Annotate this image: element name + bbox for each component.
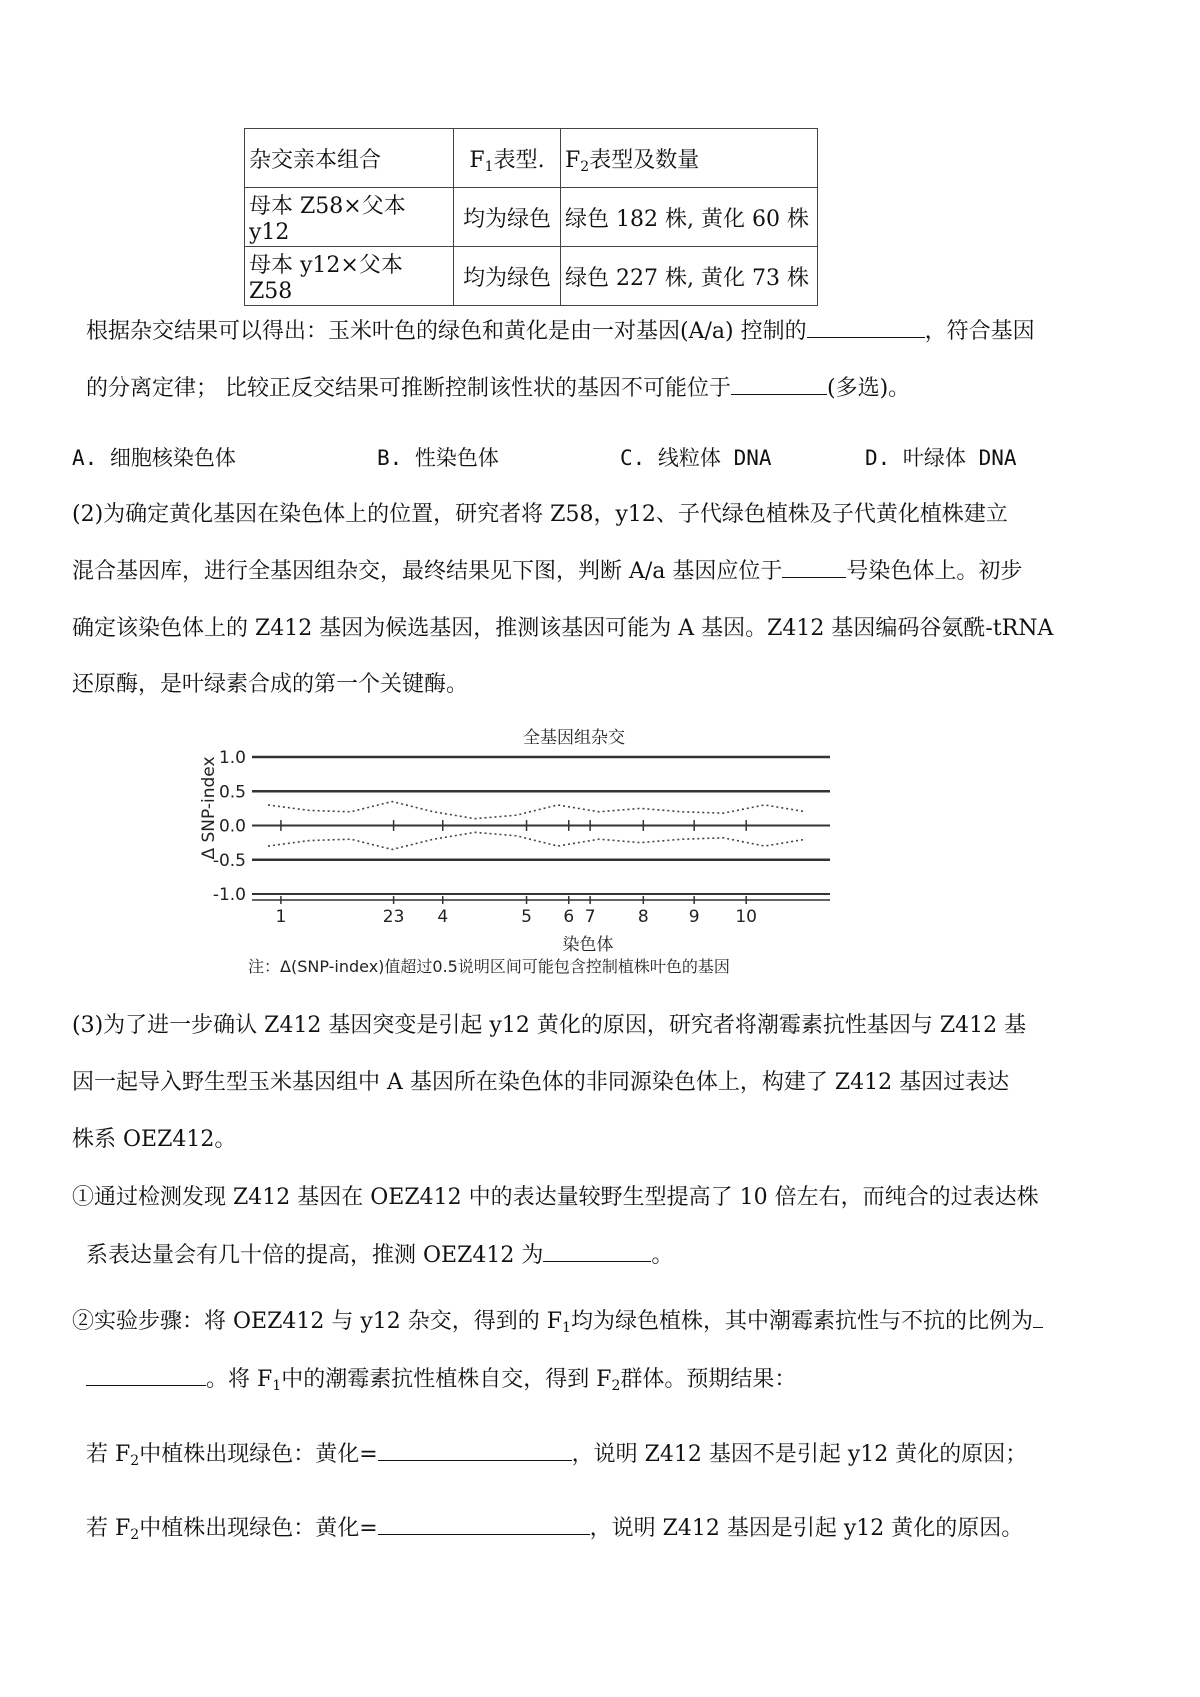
- q2-line2: 混合基因库，进行全基因组杂交，最终结果见下图，判断 A/a 基因应位于 号染色体上。初步: [72, 559, 1023, 584]
- option-c[interactable]: C. 线粒体 DNA: [620, 446, 772, 470]
- header-f2: $F_2$表型及数量: [561, 129, 818, 188]
- upper-snp-trace: [268, 802, 806, 819]
- answer-blank[interactable]: [782, 559, 846, 578]
- cell-f1: 均为绿色: [454, 188, 561, 247]
- y-axis-label: Δ SNP-index: [199, 756, 219, 860]
- lower-snp-trace: [268, 832, 806, 849]
- y-tick-label: 0.0: [218, 816, 246, 837]
- q3-s1-line1: ①通过检测发现 Z412 基因在 OEZ412 中的表达量较野生型提高了 10 倍左右，而纯合的过表达株: [72, 1185, 1039, 1210]
- q2-line4: 还原酶，是叶绿素合成的第一个关键酶。: [72, 672, 469, 697]
- header-f1: $F_1$表型.: [454, 129, 561, 188]
- q1-line2: 的分离定律； 比较正反交结果可推断控制该性状的基因不可能位于 (多选)。: [86, 376, 911, 401]
- x-tick-label: 1: [275, 907, 287, 927]
- y-tick-label: 1.0: [218, 748, 246, 768]
- snp-index-chart: [190, 720, 910, 985]
- cell-f1: 均为绿色: [454, 247, 561, 306]
- chart-title: 全基因组杂交: [523, 728, 625, 748]
- answer-blank[interactable]: [378, 1442, 572, 1461]
- x-tick-label: 5: [521, 907, 532, 927]
- cross-table: [244, 128, 818, 306]
- header-cross: 杂交亲本组合: [245, 129, 454, 188]
- x-tick-label: 23: [382, 907, 405, 927]
- cell-f2: 绿色 182 株, 黄化 60 株: [561, 188, 818, 247]
- table-row: [245, 188, 818, 247]
- x-tick-label: 4: [437, 907, 449, 927]
- q3-s2-line1: ②实验步骤：将 OEZ412 与 y12 杂交，得到的 $F_1$均为绿色植株，其中潮霉素抗性与不抗的比例为: [72, 1304, 1043, 1335]
- x-tick-label: 9: [688, 907, 700, 927]
- q3-result-2: 若 $F_2$中植株出现绿色：黄化= ，说明 Z412 基因是引起 y12 黄化的原因。: [86, 1516, 1024, 1543]
- y-tick-label: -0.5: [212, 850, 246, 871]
- q3-line1: (3)为了进一步确认 Z412 基因突变是引起 y12 黄化的原因，研究者将潮霉素抗性基因与 Z412 基: [72, 1013, 1027, 1038]
- q2-line3: 确定该染色体上的 Z412 基因为候选基因，推测该基因可能为 A 基因。Z412 基因编码谷氨酰-tRNA: [72, 616, 1054, 641]
- q3-result-1: 若 $F_2$中植株出现绿色：黄化= ，说明 Z412 基因不是引起 y12 黄化的原因；: [86, 1442, 1028, 1469]
- answer-blank[interactable]: [807, 319, 925, 338]
- y-tick-label: -1.0: [212, 885, 246, 905]
- x-tick-label: 6: [563, 907, 575, 927]
- q1-line1: 根据杂交结果可以得出：玉米叶色的绿色和黄化是由一对基因(A/a) 控制的 ，符合基因: [86, 319, 1035, 344]
- cell-cross: 母本 y12×父本 Z58: [245, 247, 454, 306]
- answer-blank[interactable]: [543, 1243, 651, 1262]
- option-d[interactable]: D. 叶绿体 DNA: [865, 446, 1017, 470]
- q3-line3: 株系 OEZ412。: [72, 1127, 237, 1152]
- q2-line1: (2)为确定黄化基因在染色体上的位置，研究者将 Z58，y12、子代绿色植株及子代黄化植株建立: [72, 502, 1008, 527]
- plot-area: [213, 748, 830, 927]
- x-tick-label: 8: [637, 907, 649, 927]
- option-a[interactable]: A. 细胞核染色体: [72, 446, 236, 470]
- y-tick-label: 0.5: [218, 782, 246, 803]
- table-header-row: [245, 129, 818, 188]
- cell-f2: 绿色 227 株, 黄化 73 株: [561, 247, 818, 306]
- cell-cross: 母本 Z58×父本 y12: [245, 188, 454, 247]
- table-row: [245, 247, 818, 306]
- x-axis-label: 染色体: [562, 935, 614, 955]
- answer-blank[interactable]: [1033, 1309, 1043, 1328]
- answer-blank[interactable]: [731, 376, 827, 395]
- q3-s2-line2: 。将 $F_1$中的潮霉素抗性植株自交，得到 $F_2$群体。预期结果：: [86, 1362, 796, 1393]
- q3-s1-line2: 系表达量会有几十倍的提高，推测 OEZ412 为 。: [86, 1243, 674, 1268]
- chart-note: 注：Δ(SNP-index)值超过0.5说明区间可能包含控制植株叶色的基因: [248, 957, 730, 976]
- x-tick-label: 7: [584, 907, 596, 927]
- option-b[interactable]: B. 性染色体: [377, 446, 499, 470]
- q3-line2: 因一起导入野生型玉米基因组中 A 基因所在染色体的非同源染色体上，构建了 Z412 基因过表达: [72, 1070, 1010, 1095]
- x-tick-label: 10: [735, 907, 758, 927]
- answer-blank[interactable]: [86, 1367, 206, 1386]
- answer-blank[interactable]: [378, 1516, 590, 1535]
